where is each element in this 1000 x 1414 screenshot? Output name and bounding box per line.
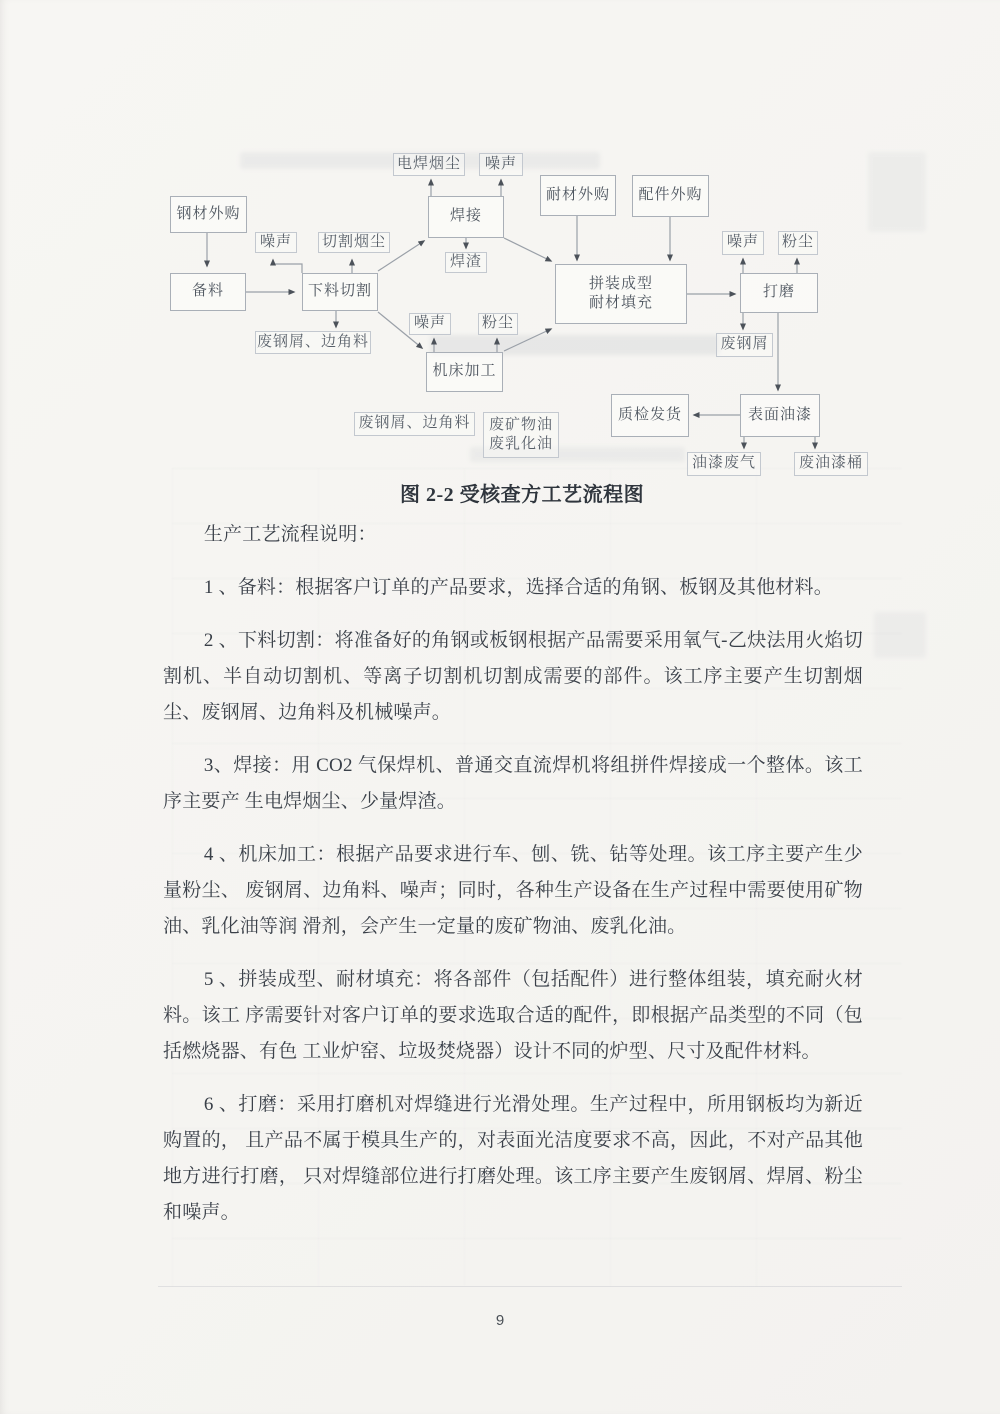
flow-node-welding: 焊接 — [428, 196, 504, 238]
flow-label-welding-fume: 电焊烟尘 — [393, 153, 465, 176]
process-intro-line: 生产工艺流程说明： — [203, 524, 377, 545]
flow-label-grinding-noise: 噪声 — [722, 231, 764, 255]
flow-node-grinding: 打磨 — [740, 273, 818, 313]
flow-node-steel-purchase: 钢材外购 — [170, 196, 247, 233]
flow-label-paint-buckets: 废油漆桶 — [794, 452, 868, 476]
flow-label-machining-noise: 噪声 — [409, 313, 451, 335]
paragraph-cutting: 2 、下料切割：将准备好的角钢或板钢根据产品需要采用氧气-乙炔法用火焰切割机、半自动切割机、等离子切割机切割成需要的部件。该工序主要产生切割烟尘、废钢屑、边角料及机械噪声。 — [163, 630, 863, 723]
flow-label-machining-dust: 粉尘 — [478, 313, 518, 335]
flow-node-machining: 机床加工 — [426, 352, 503, 392]
page-number: 9 — [495, 1312, 505, 1329]
flow-node-assembly-line2: 耐材填充 — [588, 295, 653, 311]
flow-node-refractory-purchase: 耐材外购 — [540, 175, 616, 216]
flow-node-assembly-filling — [555, 264, 687, 324]
paragraph-preparation: 1 、备料：根据客户订单的产品要求，选择合适的角钢、板钢及其他材料。 — [203, 577, 833, 598]
flow-label-waste-oil — [483, 412, 559, 458]
paragraph-welding: 3、焊接：用 CO2 气保焊机、普通交直流焊机将组拼件焊接成一个整体。该工序主要产 生电焊烟尘、少量焊渣。 — [163, 755, 863, 812]
flow-label-paint-exhaust: 油漆废气 — [687, 452, 761, 476]
bleedthrough-rule — [158, 1286, 902, 1287]
body-text — [163, 517, 863, 1248]
flow-label-cutting-scrap: 废钢屑、边角料 — [255, 331, 371, 354]
flow-node-qc-shipping: 质检发货 — [611, 394, 689, 437]
flow-label-waste-oil-line1: 废矿物油 — [488, 416, 553, 433]
paragraph-assembly: 5 、拼装成型、耐材填充：将各部件（包括配件）进行整体组装，填充耐火材料。该工 序需要针对客户订单的要求选取合适的配件，即根据产品类型的不同（包括燃烧器、有色 工业炉窑、垃圾焚烧器）设计不同的炉型、尺寸及配件材料。 — [163, 969, 863, 1062]
flow-label-waste-oil-line2: 废乳化油 — [488, 436, 553, 452]
flow-label-grinding-dust: 粉尘 — [778, 231, 818, 255]
figure-caption: 图 2-2 受核查方工艺流程图 — [400, 484, 645, 506]
flow-node-surface-painting: 表面油漆 — [740, 394, 820, 437]
paragraph-machining: 4 、机床加工：根据产品要求进行车、刨、铣、钻等处理。该工序主要产生少量粉尘、 废钢屑、边角料、噪声；同时，各种生产设备在生产过程中需要使用矿物油、乳化油等润 滑剂，会产生一定量的废矿物油、废乳化油。 — [163, 844, 863, 937]
flow-label-welding-noise: 噪声 — [479, 153, 523, 176]
flow-node-assembly-line1: 拼装成型 — [588, 275, 653, 292]
flow-label-machining-scrap: 废钢屑、边角料 — [354, 412, 475, 436]
flow-node-preparation: 备料 — [170, 273, 246, 311]
paragraph-grinding: 6 、打磨：采用打磨机对焊缝进行光滑处理。生产过程中，所用钢板均为新近购置的， 且产品不属于模具生产的，对表面光洁度要求不高，因此，不对产品其他地方进行打磨， 只对焊缝部位进行打磨处理。该工序主要产生废钢屑、焊屑、粉尘和噪声。 — [163, 1094, 863, 1223]
flow-node-cutting: 下料切割 — [302, 273, 378, 311]
flow-label-cutting-fume: 切割烟尘 — [318, 232, 390, 253]
process-flow-diagram — [0, 0, 1000, 520]
flow-label-weld-slag: 焊渣 — [445, 252, 487, 273]
flow-label-cutting-noise: 噪声 — [255, 232, 297, 253]
flow-node-parts-purchase: 配件外购 — [632, 175, 709, 217]
flow-label-grinding-scrap: 废钢屑 — [716, 333, 773, 357]
